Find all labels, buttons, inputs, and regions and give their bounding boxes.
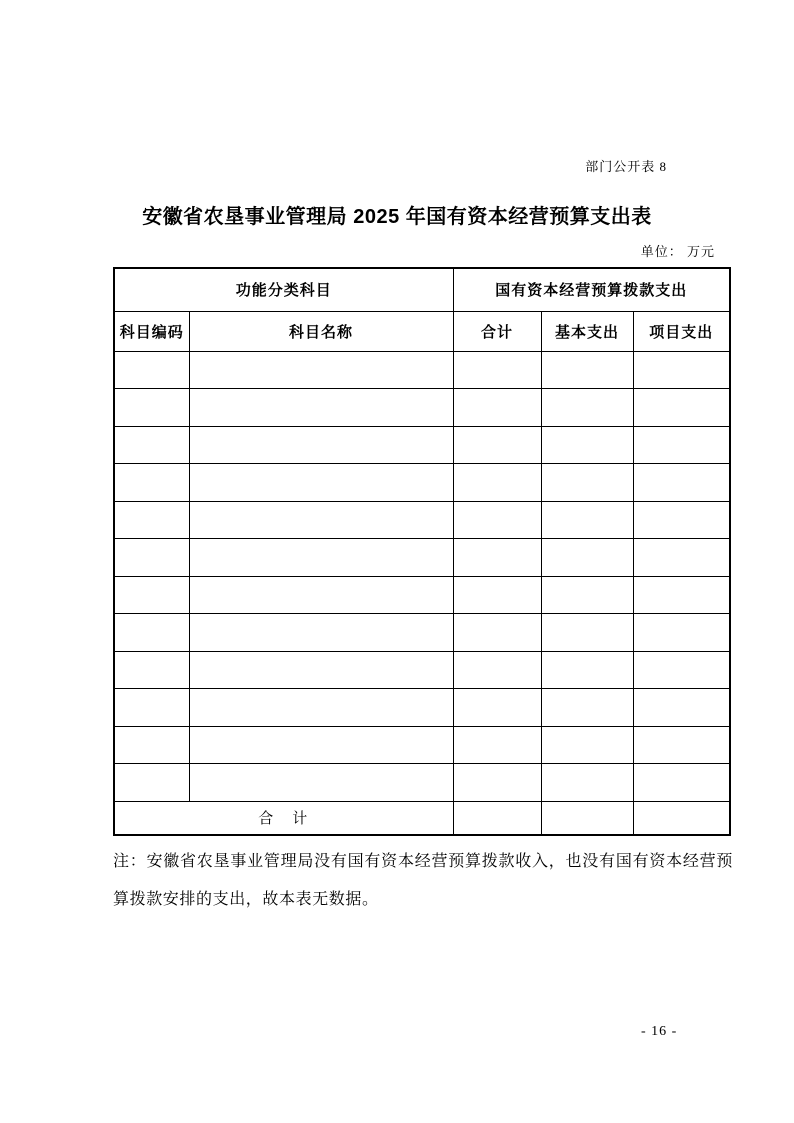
column-header-subject-code: 科目编码 [114, 311, 189, 351]
unit-label: 单位： 万元 [640, 244, 715, 259]
total-row-label: 合 计 [114, 801, 453, 835]
empty-cell [189, 614, 453, 652]
empty-cell [189, 389, 453, 427]
total-cell-project [633, 801, 730, 835]
empty-cell [633, 351, 730, 389]
empty-cell [114, 614, 189, 652]
empty-cell [633, 539, 730, 577]
empty-cell [633, 689, 730, 727]
total-cell-total [453, 801, 541, 835]
empty-cell [114, 689, 189, 727]
empty-cell [114, 726, 189, 764]
page-title: 安徽省农垦事业管理局 2025 年国有资本经营预算支出表 [142, 206, 652, 228]
empty-cell [541, 389, 633, 427]
empty-cell [541, 651, 633, 689]
table-row [114, 764, 730, 802]
doc-label: 部门公开表 8 [585, 159, 667, 174]
table-row [114, 576, 730, 614]
empty-cell [189, 764, 453, 802]
column-header-basic-expenditure: 基本支出 [541, 311, 633, 351]
empty-cell [453, 764, 541, 802]
total-cell-basic [541, 801, 633, 835]
empty-cell [541, 539, 633, 577]
table-row [114, 389, 730, 427]
empty-cell [541, 576, 633, 614]
table-row [114, 614, 730, 652]
column-header-total: 合计 [453, 311, 541, 351]
empty-cell [114, 651, 189, 689]
empty-cell [189, 351, 453, 389]
empty-cell [541, 689, 633, 727]
table-row [114, 426, 730, 464]
empty-cell [453, 614, 541, 652]
table-row [114, 689, 730, 727]
empty-cell [541, 614, 633, 652]
table-body [114, 351, 730, 801]
empty-cell [541, 501, 633, 539]
empty-cell [633, 726, 730, 764]
empty-cell [114, 539, 189, 577]
column-header-project-expenditure: 项目支出 [633, 311, 730, 351]
page-number: - 16 - [641, 1024, 678, 1039]
table-row [114, 501, 730, 539]
empty-cell [189, 576, 453, 614]
empty-cell [453, 389, 541, 427]
empty-cell [114, 426, 189, 464]
column-header-subject-name: 科目名称 [189, 311, 453, 351]
empty-cell [189, 426, 453, 464]
empty-cell [633, 764, 730, 802]
empty-cell [633, 464, 730, 502]
empty-cell [453, 651, 541, 689]
empty-cell [633, 501, 730, 539]
empty-cell [189, 651, 453, 689]
total-row [114, 801, 730, 835]
table-row [114, 464, 730, 502]
empty-cell [453, 464, 541, 502]
header-group-function-classification: 功能分类科目 [114, 268, 453, 311]
header-columns-row [114, 311, 730, 351]
empty-cell [633, 389, 730, 427]
empty-cell [189, 501, 453, 539]
note-text: 注：安徽省农垦事业管理局没有国有资本经营预算拨款收入，也没有国有资本经营预算拨款安排的支出，故本表无数据。 [113, 853, 733, 908]
empty-cell [114, 464, 189, 502]
empty-cell [453, 501, 541, 539]
empty-cell [633, 576, 730, 614]
header-group-row [114, 268, 730, 311]
empty-cell [541, 464, 633, 502]
empty-cell [453, 576, 541, 614]
empty-cell [541, 351, 633, 389]
empty-cell [633, 614, 730, 652]
empty-cell [453, 726, 541, 764]
empty-cell [453, 539, 541, 577]
empty-cell [633, 651, 730, 689]
table-row [114, 351, 730, 389]
empty-cell [541, 726, 633, 764]
table-row [114, 726, 730, 764]
empty-cell [541, 764, 633, 802]
empty-cell [114, 501, 189, 539]
empty-cell [453, 351, 541, 389]
empty-cell [453, 689, 541, 727]
empty-cell [189, 464, 453, 502]
empty-cell [189, 726, 453, 764]
empty-cell [189, 689, 453, 727]
empty-cell [114, 576, 189, 614]
table-row [114, 651, 730, 689]
empty-cell [541, 426, 633, 464]
header-group-capital-budget-expenditure: 国有资本经营预算拨款支出 [453, 268, 730, 311]
budget-table [113, 267, 731, 836]
empty-cell [114, 351, 189, 389]
empty-cell [114, 764, 189, 802]
empty-cell [189, 539, 453, 577]
empty-cell [633, 426, 730, 464]
table-row [114, 539, 730, 577]
empty-cell [453, 426, 541, 464]
empty-cell [114, 389, 189, 427]
